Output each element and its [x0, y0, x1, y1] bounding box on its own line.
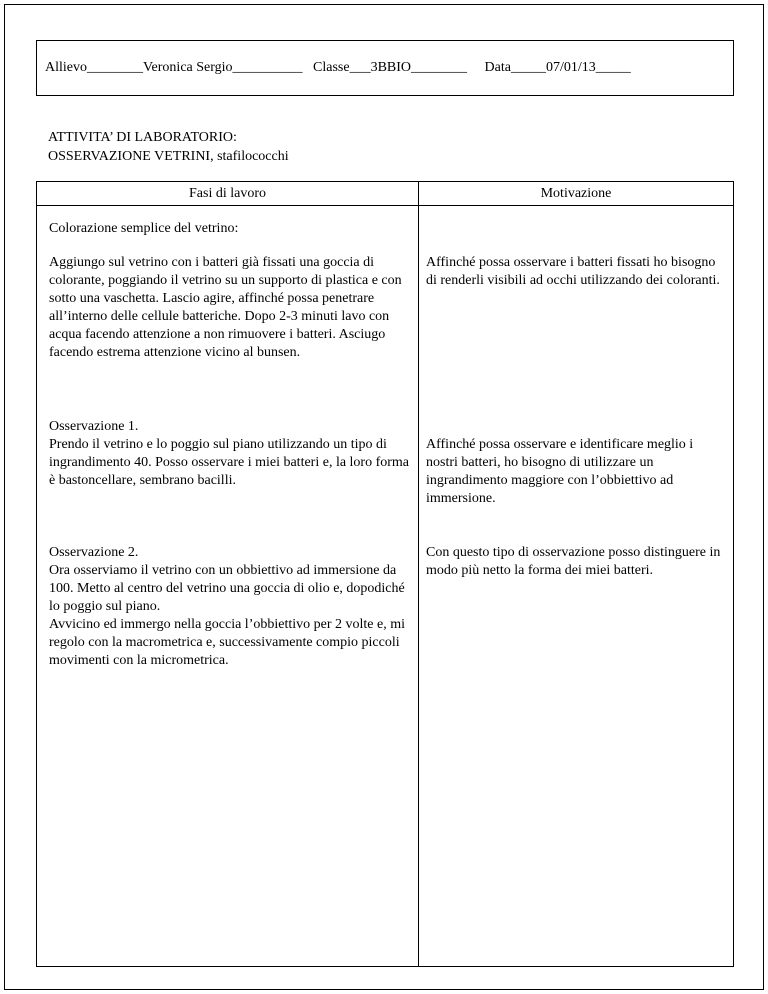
row-3-text: Ora osserviamo il vetrino con un obbiettivo ad immersione da 100. Metto al centro del vetrino una goccia di olio e, dopodiché lo poggio sul piano. — [49, 563, 405, 614]
row-3-title: Osservazione 2. — [49, 545, 139, 560]
row-2-text: Prendo il vetrino e lo poggio sul piano utilizzando un tipo di ingrandimento 40. Posso osservare i miei batteri e, la loro forma è bastoncellare, sembrano bacilli. — [49, 437, 410, 488]
work-table — [36, 181, 734, 967]
column-header-motivazione: Motivazione — [540, 186, 612, 201]
row-3-extra: Avvicino ed immergo nella goccia l’obbiettivo per 2 volte e, mi regolo con la macrometrica e, successivamente compio piccoli movimenti con la micrometrica. — [49, 617, 405, 668]
table-header-row — [37, 182, 733, 206]
student-info-line: Allievo________Veronica Sergio__________ Classe___3BBIO________ Data_____07/01/13_____ — [45, 60, 631, 75]
row-2-fasi — [49, 418, 411, 490]
activity-subtitle: OSSERVAZIONE VETRINI, stafilococchi — [48, 149, 289, 164]
student-header-box — [36, 40, 734, 96]
column-divider — [418, 182, 419, 966]
row-3-fasi — [49, 544, 411, 670]
title-block — [48, 128, 289, 166]
column-header-fasi: Fasi di lavoro — [189, 186, 266, 201]
row-2-motivazione: Affinché possa osservare e identificare meglio i nostri batteri, ho bisogno di utilizzare un ingrandimento maggiore con l’obbiettivo ad immersione. — [426, 437, 694, 506]
row-2-title: Osservazione 1. — [49, 419, 139, 434]
row-3-motivazione: Con questo tipo di osservazione posso distinguere in modo più netto la forma dei miei batteri. — [426, 545, 721, 578]
row-1-motivazione: Affinché possa osservare i batteri fissati ho bisogno di renderli visibili ad occhi utilizzando dei coloranti. — [426, 255, 720, 288]
row-1-fasi: Aggiungo sul vetrino con i batteri già fissati una goccia di colorante, poggiando il vetrino su un supporto di plastica e con sotto una vaschetta. Lascio agire, affinché possa penetrare all’interno delle cellule batteriche. Dopo 2-3 minuti lavo con acqua facendo attenzione a non rimuovere i batteri. Asciugo facendo estrema attenzione vicino al bunsen. — [49, 255, 402, 360]
activity-title: ATTIVITA’ DI LABORATORIO: — [48, 130, 237, 145]
section-heading: Colorazione semplice del vetrino: — [49, 221, 239, 236]
